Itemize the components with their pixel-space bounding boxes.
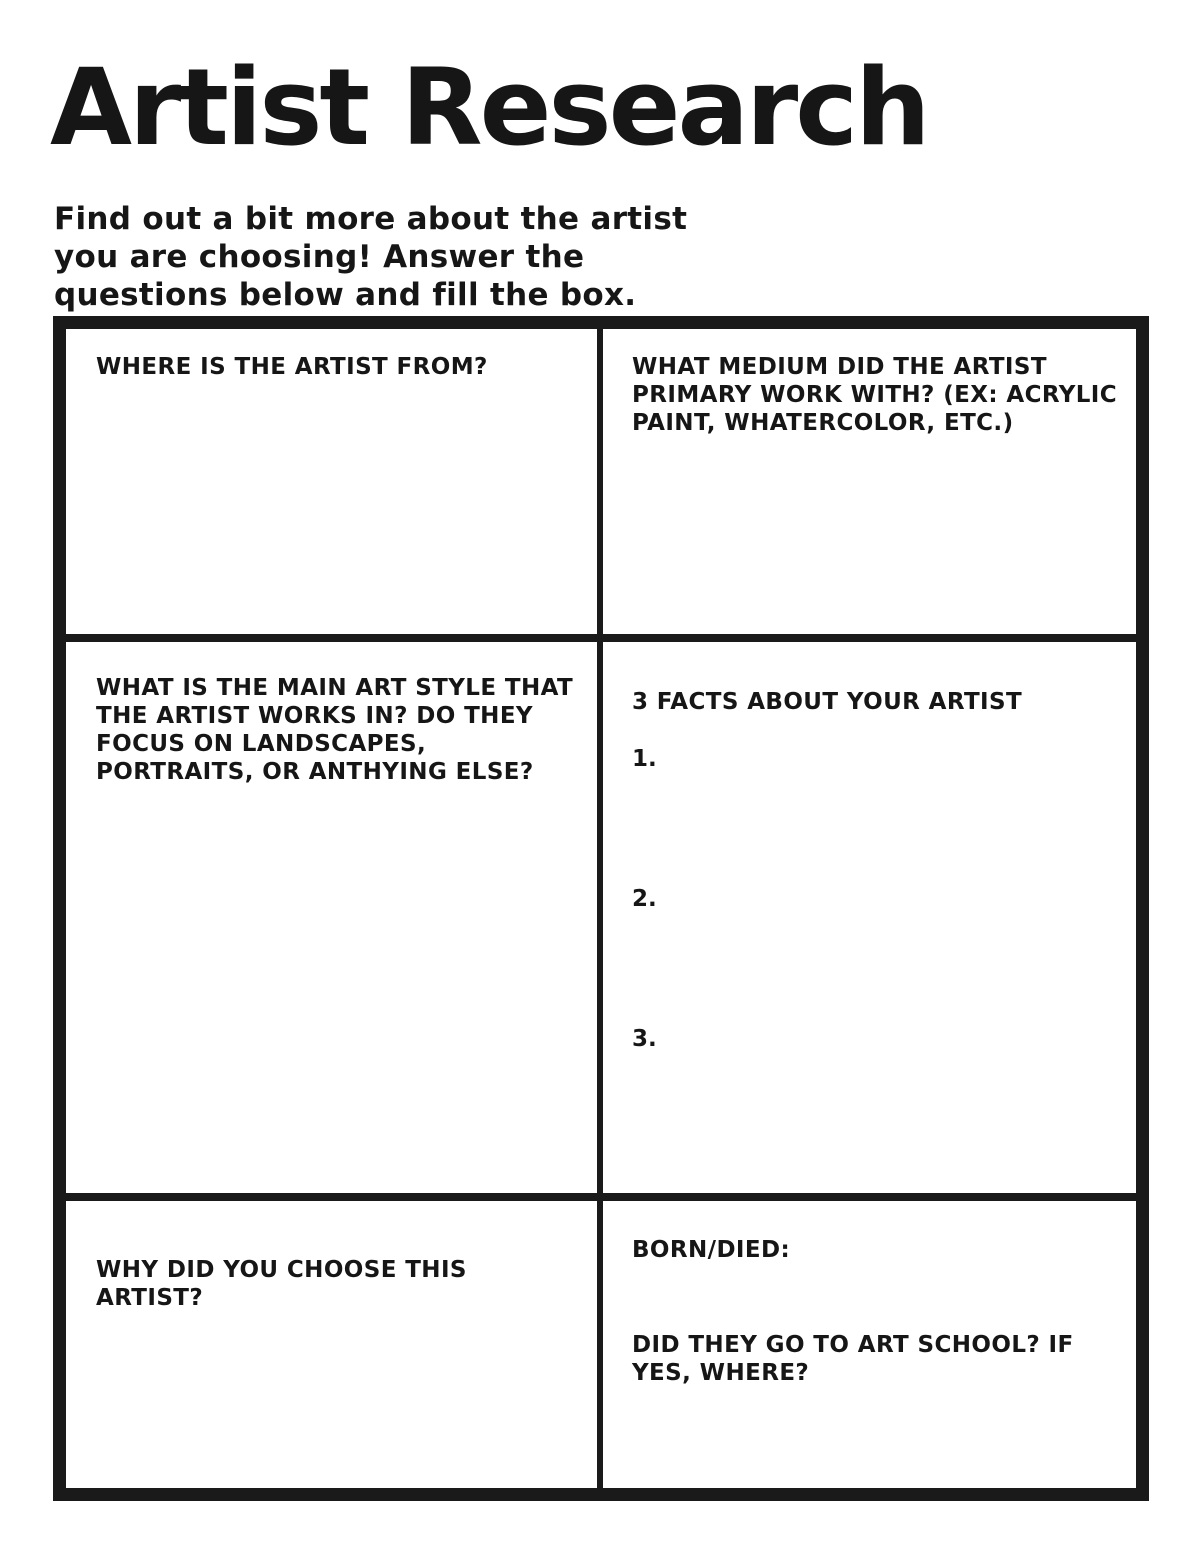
facts-heading: 3 FACTS ABOUT YOUR ARTIST bbox=[632, 689, 1023, 715]
answer-box-born-died[interactable] bbox=[806, 1229, 1136, 1269]
instructions-text: Find out a bit more about the artist you are choosing! Answer the questions below and fill the box. bbox=[54, 201, 688, 313]
answer-box-art-style[interactable] bbox=[66, 799, 597, 1193]
worksheet-grid bbox=[53, 316, 1149, 1501]
answer-box-why-choose[interactable] bbox=[66, 1324, 597, 1489]
question-where-from: WHERE IS THE ARTIST FROM? bbox=[96, 354, 488, 380]
question-art-school: DID THEY GO TO ART SCHOOL? IF YES, WHERE? bbox=[632, 1332, 1074, 1386]
answer-box-where-from[interactable] bbox=[66, 389, 597, 634]
fact-number-3: 3. bbox=[632, 1026, 657, 1052]
question-born-died: BORN/DIED: bbox=[632, 1237, 791, 1263]
fact-number-1: 1. bbox=[632, 746, 657, 772]
row-divider-1 bbox=[66, 634, 1136, 642]
fact-number-2: 2. bbox=[632, 886, 657, 912]
fact-answer-2[interactable] bbox=[666, 879, 1136, 999]
page-title: Artist Research bbox=[50, 46, 928, 169]
row-divider-2 bbox=[66, 1193, 1136, 1201]
answer-box-medium[interactable] bbox=[603, 479, 1136, 634]
question-art-style: WHAT IS THE MAIN ART STYLE THAT THE ARTIST WORKS IN? DO THEY FOCUS ON LANDSCAPES, PORTRAITS, OR ANTHYING ELSE? bbox=[96, 675, 574, 785]
question-why-choose: WHY DID YOU CHOOSE THIS ARTIST? bbox=[96, 1257, 467, 1311]
question-medium: WHAT MEDIUM DID THE ARTIST PRIMARY WORK WITH? (EX: ACRYLIC PAINT, WHATERCOLOR, ETC.) bbox=[632, 354, 1118, 436]
fact-answer-1[interactable] bbox=[666, 739, 1136, 859]
fact-answer-3[interactable] bbox=[666, 1019, 1136, 1189]
answer-box-art-school[interactable] bbox=[603, 1394, 1136, 1489]
